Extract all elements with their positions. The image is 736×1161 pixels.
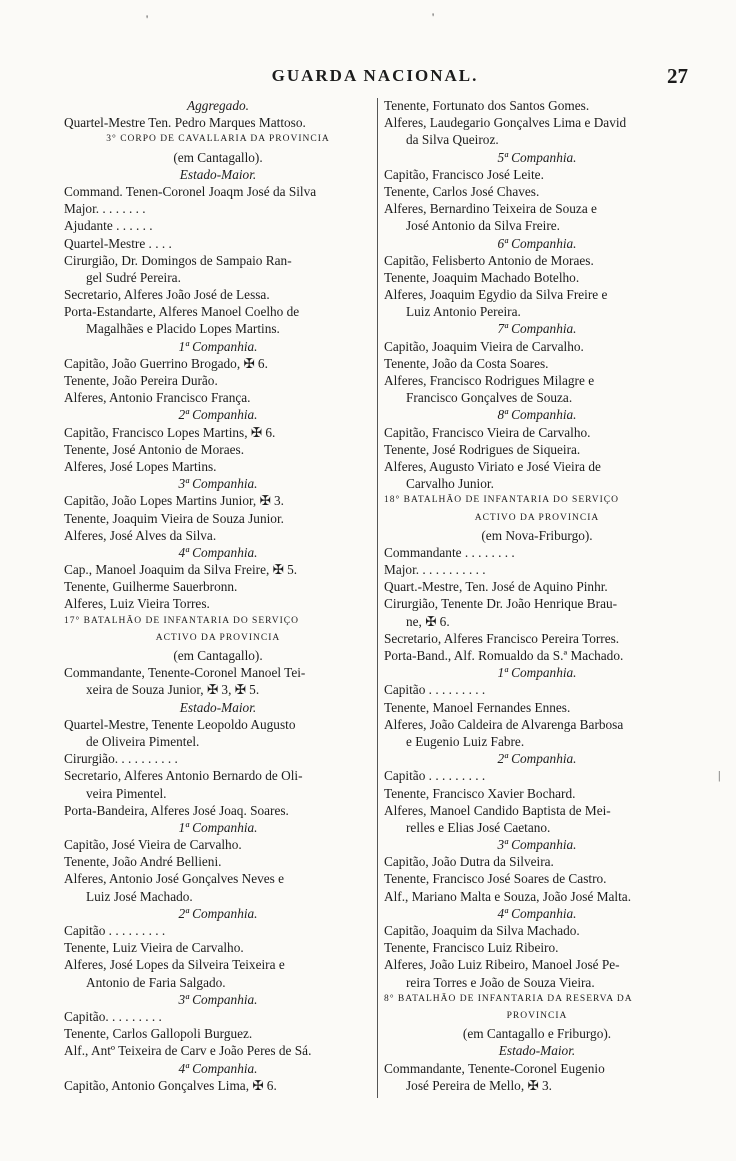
text-line: Tenente, Guilherme Sauerbronn. — [64, 579, 238, 595]
text-line: Capitão, Francisco Vieira de Carvalho. — [384, 424, 591, 440]
text-line: 2ª Companhia. — [178, 905, 258, 921]
text-line: Alferes, José Lopes Martins. — [64, 458, 217, 474]
text-line: Alf., Mariano Malta e Souza, João José Malta. — [384, 888, 632, 904]
print-speck: ' — [432, 10, 435, 24]
text-line: Capitão, Joaquim Vieira de Carvalho. — [384, 338, 584, 354]
text-line: 5ª Companhia. — [497, 149, 577, 165]
text-line: Cirurgião. . . . . . . . . . — [64, 751, 178, 767]
text-line: Secretario, Alferes Antonio Bernardo de Oli- — [64, 768, 303, 784]
text-line: Luiz Antonio Pereira. — [406, 304, 521, 320]
text-line: Tenente, José Rodrigues de Siqueira. — [384, 441, 581, 457]
text-line: 17° BATALHÃO DE INFANTARIA DO SERVIÇO — [64, 615, 299, 626]
text-line: Luiz José Machado. — [86, 888, 193, 904]
text-line: 1ª Companhia. — [497, 665, 577, 681]
text-line: Capitão, João Lopes Martins Junior, ✠ 3. — [64, 493, 285, 509]
text-line: ne, ✠ 6. — [406, 613, 450, 629]
text-line: 1ª Companhia. — [178, 819, 258, 835]
text-line: 3ª Companhia. — [497, 837, 577, 853]
text-line: 1ª Companhia. — [178, 338, 258, 354]
text-line: Porta-Band., Alf. Romualdo da S.ª Machado. — [384, 648, 624, 663]
text-line: Alferes, Augusto Viriato e José Vieira de — [384, 458, 601, 474]
text-line: Francisco Gonçalves de Souza. — [406, 390, 573, 406]
text-line: gel Sudré Pereira. — [86, 269, 181, 285]
column-divider — [377, 98, 378, 1098]
text-line: relles e Elias José Caetano. — [406, 819, 551, 835]
text-line: Porta-Estandarte, Alferes Manoel Coelho de — [64, 304, 300, 320]
text-line: 6ª Companhia. — [497, 235, 577, 251]
text-line: Cap., Manoel Joaquim da Silva Freire, ✠ 5. — [64, 562, 298, 578]
text-line: ACTIVO DA PROVINCIA — [155, 632, 281, 643]
text-line: Alferes, José Lopes da Silveira Teixeira e — [64, 957, 285, 973]
text-line: 4ª Companhia. — [178, 1060, 258, 1076]
page-header — [60, 66, 690, 94]
text-line: 3° CORPO DE CAVALLARIA DA PROVINCIA — [106, 134, 330, 145]
text-line: Estado-Maior. — [179, 166, 257, 182]
text-line: Alferes, Bernardino Teixeira de Souza e — [384, 201, 597, 217]
text-line: Quart.-Mestre, Ten. José de Aquino Pinhr. — [384, 579, 608, 595]
text-line: Capitão. . . . . . . . . — [64, 1008, 162, 1024]
text-line: Tenente, Joaquim Machado Botelho. — [384, 269, 580, 285]
text-line: Alferes, Antonio José Gonçalves Neves e — [64, 871, 285, 887]
text-line: Alferes, Manoel Candido Baptista de Mei- — [384, 802, 611, 818]
text-line: da Silva Queiroz. — [406, 132, 499, 148]
text-line: Alf., Antº Teixeira de Carv e João Peres de Sá. — [64, 1043, 312, 1059]
text-line: Secretario, Alferes Francisco Pereira Torres. — [384, 630, 620, 646]
text-line: Capitão, Felisberto Antonio de Moraes. — [384, 252, 594, 268]
text-line: Capitão . . . . . . . . . — [64, 923, 166, 938]
text-line: Command. Tenen-Coronel Joaqm José da Silva — [64, 183, 317, 199]
text-line: Commandante . . . . . . . . — [384, 544, 515, 560]
text-line: 2ª Companhia. — [178, 407, 258, 423]
text-line: xeira de Souza Junior, ✠ 3, ✠ 5. — [86, 682, 260, 698]
text-line: Capitão, Joaquim da Silva Machado. — [384, 923, 580, 938]
text-line: Capitão, Francisco Lopes Martins, ✠ 6. — [64, 424, 276, 440]
text-line: (em Nova-Friburgo). — [481, 527, 593, 543]
text-line: Tenente, Francisco José Soares de Castro. — [384, 871, 607, 887]
running-title: GUARDA NACIONAL. — [271, 66, 479, 85]
text-line: Alferes, José Alves da Silva. — [64, 527, 217, 543]
text-line: Alferes, Joaquim Egydio da Silva Freire e — [384, 287, 608, 303]
left-column — [64, 97, 372, 1094]
print-speck: ' — [146, 12, 149, 26]
text-line: Capitão, João Guerrino Brogado, ✠ 6. — [64, 355, 268, 371]
text-line: Cirurgião, Tenente Dr. João Henrique Brau- — [384, 596, 618, 612]
text-line: José Antonio da Silva Freire. — [406, 218, 561, 234]
text-line: Estado-Maior. — [179, 699, 257, 715]
text-line: Quartel-Mestre Ten. Pedro Marques Mattoso. — [64, 115, 306, 131]
text-line: 8° BATALHÃO DE INFANTARIA DA RESERVA DA — [384, 993, 633, 1004]
text-line: Capitão, João Dutra da Silveira. — [384, 854, 554, 870]
text-line: Alferes, Antonio Francisco França. — [64, 390, 251, 406]
text-line: Alferes, Francisco Rodrigues Milagre e — [384, 373, 595, 388]
text-line: veira Pimentel. — [86, 785, 167, 801]
print-speck: | — [718, 768, 721, 782]
text-line: Tenente, João André Bellieni. — [64, 854, 222, 870]
text-line: de Oliveira Pimentel. — [86, 733, 200, 749]
text-line: Tenente, João Pereira Durão. — [64, 373, 218, 388]
text-line: 4ª Companhia. — [497, 905, 577, 921]
text-line: 3ª Companhia. — [178, 476, 258, 492]
text-line: Major. . . . . . . . — [64, 201, 146, 217]
text-line: e Eugenio Luiz Fabre. — [406, 733, 525, 749]
text-line: Estado-Maior. — [498, 1043, 576, 1059]
page-number: 27 — [667, 64, 688, 88]
text-line: Porta-Bandeira, Alferes José Joaq. Soares. — [64, 802, 289, 818]
text-line: Cirurgião, Dr. Domingos de Sampaio Ran- — [64, 252, 292, 268]
text-line: Alferes, Laudegario Gonçalves Lima e David — [384, 115, 627, 131]
text-line: Commandante, Tenente-Coronel Manoel Tei- — [64, 665, 306, 681]
text-line: 8ª Companhia. — [497, 407, 577, 423]
text-line: Major. . . . . . . . . . . — [384, 562, 486, 578]
text-line: ACTIVO DA PROVINCIA — [474, 512, 600, 523]
text-line: 18° BATALHÃO DE INFANTARIA DO SERVIÇO — [384, 495, 619, 506]
text-line: Tenente, José Antonio de Moraes. — [64, 441, 245, 457]
text-line: Capitão . . . . . . . . . — [384, 768, 486, 784]
text-line: 4ª Companhia. — [178, 544, 258, 560]
text-line: Quartel-Mestre, Tenente Leopoldo Augusto — [64, 716, 296, 732]
text-line: Antonio de Faria Salgado. — [86, 974, 226, 990]
text-line: Alferes, João Caldeira de Alvarenga Barbosa — [384, 716, 624, 732]
text-line: Tenente, João da Costa Soares. — [384, 355, 549, 371]
text-line: Capitão, Francisco José Leite. — [384, 166, 544, 182]
text-line: Secretario, Alferes João José de Lessa. — [64, 287, 270, 303]
text-line: Tenente, Luiz Vieira de Carvalho. — [64, 940, 244, 956]
text-line: José Pereira de Mello, ✠ 3. — [406, 1077, 552, 1093]
text-line: Tenente, Carlos José Chaves. — [384, 183, 540, 199]
text-line: Capitão, Antonio Gonçalves Lima, ✠ 6. — [64, 1077, 277, 1093]
text-line: Ajudante . . . . . . — [64, 218, 153, 234]
text-line: (em Cantagallo e Friburgo). — [462, 1026, 612, 1042]
text-line: Aggregado. — [187, 98, 249, 113]
text-line: Alferes, João Luiz Ribeiro, Manoel José Pe- — [384, 957, 620, 973]
text-line: Tenente, Joaquim Vieira de Souza Junior. — [64, 510, 284, 526]
text-line: Tenente, Carlos Gallopoli Burguez. — [64, 1026, 253, 1042]
text-line: Capitão . . . . . . . . . — [384, 682, 486, 698]
text-line: Commandante, Tenente-Coronel Eugenio — [384, 1060, 605, 1076]
text-line: Tenente, Francisco Luiz Ribeiro. — [384, 940, 559, 956]
text-line: Tenente, Fortunato dos Santos Gomes. — [384, 98, 590, 113]
text-line: Tenente, Francisco Xavier Bochard. — [384, 785, 576, 801]
text-line: PROVINCIA — [506, 1010, 568, 1021]
text-line: Capitão, José Vieira de Carvalho. — [64, 837, 242, 853]
text-line: Quartel-Mestre . . . . — [64, 235, 172, 251]
text-line: Magalhães e Placido Lopes Martins. — [86, 321, 280, 337]
text-line: (em Cantagallo). — [173, 648, 263, 663]
text-line: 3ª Companhia. — [178, 991, 258, 1007]
text-line: 2ª Companhia. — [497, 751, 577, 767]
right-column — [384, 97, 690, 1094]
text-line: Carvalho Junior. — [406, 476, 494, 492]
text-line: (em Cantagallo). — [173, 149, 263, 165]
text-line: 7ª Companhia. — [497, 321, 577, 337]
text-line: reira Torres e João de Souza Vieira. — [406, 974, 595, 990]
text-line: Alferes, Luiz Vieira Torres. — [64, 596, 210, 612]
text-line: Tenente, Manoel Fernandes Ennes. — [384, 699, 571, 715]
